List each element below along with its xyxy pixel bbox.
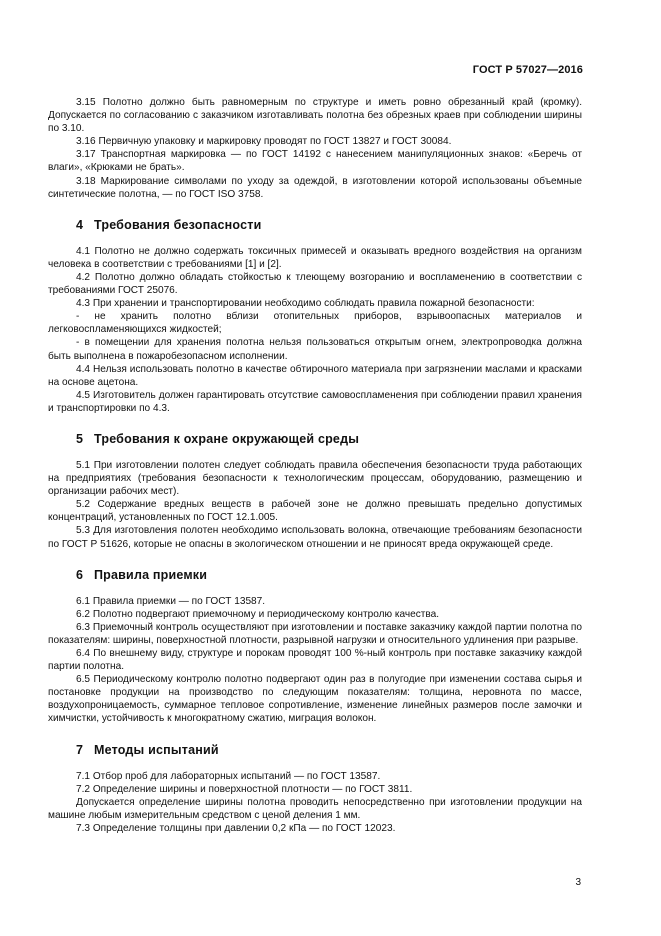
paragraph-6-4: 6.4 По внешнему виду, структуре и порокам проводят 100 %-ный контроль при поставке заказчику каждой партии полотна. xyxy=(48,648,582,673)
list-item-4-3-a: - не хранить полотно вблизи отопительных приборов, взрывоопасных материалов и легковоспламеняющихся жидкостей; xyxy=(48,311,582,336)
paragraph-6-1: 6.1 Правила приемки — по ГОСТ 13587. xyxy=(76,595,266,607)
section-title-6: Правила приемки xyxy=(94,567,208,582)
document-header: ГОСТ Р 57027—2016 xyxy=(472,64,583,76)
section-number-6: 6 xyxy=(76,567,84,582)
paragraph-4-5: 4.5 Изготовитель должен гарантировать отсутствие самовоспламенения при соблюдении правил хранения и транспортировки по 4.3. xyxy=(48,389,582,414)
paragraph-3-15: 3.15 Полотно должно быть равномерным по структуре и иметь ровно обрезанный край (кромку). Допускается по согласованию с заказчиком изготавливать полотна без обрезных краев при соблюдении ширины по 3.10. xyxy=(48,97,582,135)
section-heading-5 xyxy=(76,432,582,447)
paragraph-3-18: 3.18 Маркирование символами по уходу за одеждой, в изготовлении которой использованы объемные синтетические полотна, — по ГОСТ ISO 3758. xyxy=(48,175,582,200)
section-heading-4 xyxy=(76,218,582,233)
paragraph-6-5: 6.5 Периодическому контролю полотно подвергают один раз в полугодие при изменении состава сырья и постановке продукции на производство по следующим показателям: толщина, неровнота по массе, воздухопроницаемость, суммарное тепловое сопротивление, изменение линейных размеров после замочки и химчистки, устойчивость к многократному сжатию, миграция волокон. xyxy=(48,674,582,725)
section-number-4: 4 xyxy=(76,217,84,232)
paragraph-4-2: 4.2 Полотно должно обладать стойкостью к тлеющему возгоранию и воспламенению в соответствии с требованиями ГОСТ 25076. xyxy=(48,271,582,297)
paragraph-7-2: 7.2 Определение ширины и поверхностной плотности — по ГОСТ 3811. xyxy=(76,783,413,795)
paragraph-4-3: 4.3 При хранении и транспортировании необходимо соблюдать правила пожарной безопасности: xyxy=(76,298,535,310)
paragraph-7-1: 7.1 Отбор проб для лабораторных испытаний — по ГОСТ 13587. xyxy=(76,770,381,782)
section-heading-6 xyxy=(76,568,582,583)
paragraph-4-4: 4.4 Нельзя использовать полотно в качестве обтирочного материала при загрязнении маслами и красками на основе ацетона. xyxy=(48,363,582,388)
paragraph-4-1: 4.1 Полотно не должно содержать токсичных примесей и оказывать вредного воздействия на организм человека в соответствии с требованиями [1] и [2]. xyxy=(48,245,582,270)
section-title-7: Методы испытаний xyxy=(94,742,219,757)
paragraph-3-17: 3.17 Транспортная маркировка — по ГОСТ 14192 с нанесением манипуляционных знаков: «Беречь от влаги», «Крюками не брать». xyxy=(48,149,582,174)
paragraph-7-2-note: Допускается определение ширины полотна проводить непосредственно при изготовлении продукции на машине любым измерительным средством с ценой деления 1 мм. xyxy=(48,796,582,821)
paragraph-6-3: 6.3 Приемочный контроль осуществляют при изготовлении и поставке заказчику каждой партии полотна по показателям: ширины, поверхностной плотности, разрывной нагрузки и относительного удлинения при разрыве. xyxy=(48,621,582,646)
paragraph-3-16: 3.16 Первичную упаковку и маркировку проводят по ГОСТ 13827 и ГОСТ 30084. xyxy=(76,136,452,148)
paragraph-5-3: 5.3 Для изготовления полотен необходимо использовать волокна, отвечающие требованиям безопасности по ГОСТ Р 51626, которые не опасны в экологическом отношении и не приносят вреда окружающей среде. xyxy=(48,525,582,550)
section-number-5: 5 xyxy=(76,431,84,446)
section-heading-7 xyxy=(76,743,582,758)
page-number: 3 xyxy=(575,877,581,888)
list-item-4-3-b: - в помещении для хранения полотна нельзя пользоваться открытым огнем, электропроводка должна быть выполнена в пожаробезопасном исполнении. xyxy=(48,337,582,362)
paragraph-6-2: 6.2 Полотно подвергают приемочному и периодическому контролю качества. xyxy=(76,608,440,620)
section-title-4: Требования безопасности xyxy=(94,217,262,232)
paragraph-7-3: 7.3 Определение толщины при давлении 0,2 кПа — по ГОСТ 12023. xyxy=(76,822,396,834)
section-title-5: Требования к охране окружающей среды xyxy=(94,431,360,446)
section-number-7: 7 xyxy=(76,742,84,757)
page-content xyxy=(48,96,582,835)
paragraph-5-1: 5.1 При изготовлении полотен следует соблюдать правила обеспечения безопасности труда работающих на предприятиях (требования безопасности к технологическим процессам, оборудованию, размещению и организации рабочих мест). xyxy=(48,459,582,498)
paragraph-5-2: 5.2 Содержание вредных веществ в рабочей зоне не должно превышать предельно допустимых концентраций, установленных по ГОСТ 12.1.005. xyxy=(48,499,582,524)
